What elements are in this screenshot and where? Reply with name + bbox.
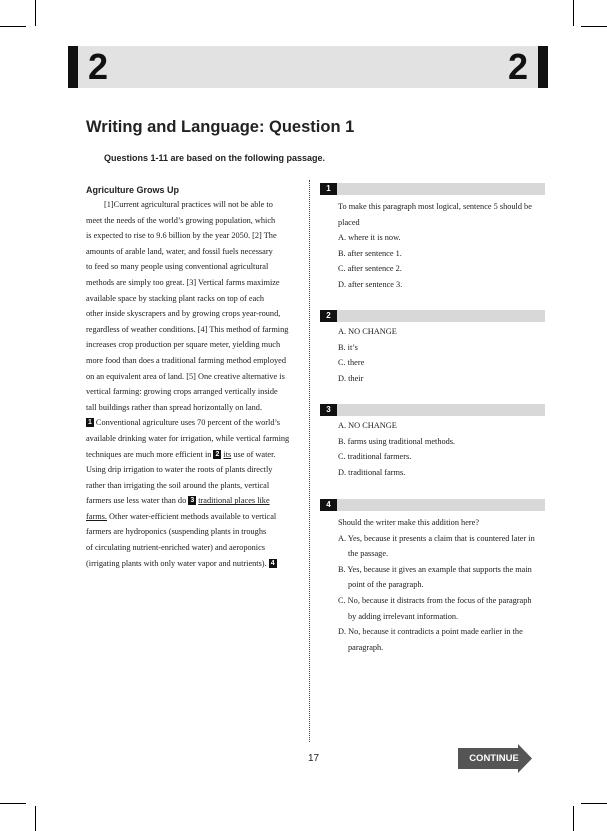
answer-option-line: by adding irrelevant information.: [348, 611, 459, 621]
answer-option[interactable]: [338, 531, 545, 562]
passage-line: is expected to rise to 9.6 billion by the year 2050. [2] The: [86, 231, 277, 241]
answer-option[interactable]: B. after sentence 1.: [338, 248, 402, 258]
passage-line: regardless of weather conditions. [4] This method of farming: [86, 324, 289, 334]
question-1: [320, 183, 545, 293]
continue-label: CONTINUE: [469, 753, 519, 764]
passage-line: increases crop production per square meter, yielding much: [86, 340, 281, 350]
passage-line: farms. Other water-efficient methods available to vertical: [86, 511, 277, 521]
passage-line: vertical farming: growing crops arranged vertically inside: [86, 387, 278, 397]
section-header-band: [68, 46, 548, 88]
answer-option[interactable]: D. their: [338, 373, 364, 383]
question-stem: Should the writer make this addition here?: [338, 518, 480, 527]
question-marker-2[interactable]: 2: [215, 450, 220, 458]
answer-option[interactable]: C. after sentence 2.: [338, 264, 402, 274]
answer-option[interactable]: [338, 624, 545, 655]
passage-line: on an equivalent area of land. [5] One creative alternative is: [86, 371, 285, 381]
underlined-text-2: its: [223, 449, 232, 459]
column-divider: [309, 180, 310, 742]
answer-option[interactable]: [338, 562, 545, 593]
answer-option[interactable]: [338, 593, 545, 624]
answer-option-line: D. No, because it contradicts a point made earlier in the: [338, 627, 523, 637]
question-number: 3: [320, 404, 337, 416]
section-number-right: 2: [507, 46, 528, 87]
question-header-bar: [320, 499, 545, 511]
underlined-text-3-cont: farms.: [86, 511, 107, 521]
answer-option-line: the passage.: [348, 549, 389, 559]
page-number: 17: [308, 753, 320, 764]
question-body: [320, 324, 545, 386]
answer-option-line: B. Yes, because it gives an example that supports the main: [338, 564, 532, 574]
question-body: [320, 199, 545, 293]
passage: [86, 183, 301, 571]
underlined-text-3: traditional places like: [198, 496, 270, 506]
passage-intro: Questions 1-11 are based on the following passage.: [104, 153, 326, 163]
question-marker-1[interactable]: 1: [88, 419, 92, 427]
answer-option[interactable]: C. traditional farmers.: [338, 452, 412, 462]
question-4: [320, 499, 545, 655]
answer-option[interactable]: D. after sentence 3.: [338, 279, 403, 289]
answer-option-line: paragraph.: [348, 642, 384, 652]
passage-line: [1]Current agricultural practices will not be able to: [104, 200, 273, 209]
question-marker-4[interactable]: 4: [270, 559, 275, 567]
passage-line: tall buildings rather than spread horizontally on land.: [86, 402, 263, 412]
question-marker-3[interactable]: 3: [190, 497, 195, 505]
answer-option-line: point of the paragraph.: [348, 580, 424, 590]
passage-line: of circulating nutrient-enriched water) and aeroponics: [86, 543, 265, 553]
answer-option[interactable]: C. there: [338, 358, 365, 368]
passage-paragraph-2: [86, 415, 301, 571]
passage-line: (irrigating plants with only water vapor and nutrients). 4: [86, 558, 275, 568]
question-body: [320, 418, 545, 480]
section-number-left: 2: [88, 46, 109, 87]
answer-option-line: A. Yes, because it presents a claim that is countered later in: [338, 533, 535, 543]
question-body: [320, 515, 545, 655]
continue-button[interactable]: [458, 744, 532, 773]
question-header-bar: [320, 404, 545, 416]
answer-option-line: C. No, because it distracts from the focus of the paragraph: [338, 595, 532, 605]
answer-option[interactable]: A. NO CHANGE: [338, 421, 397, 430]
passage-line: other inside skyscrapers and by growing crops year-round,: [86, 309, 281, 319]
passage-line: meet the needs of the world’s growing population, which: [86, 215, 276, 225]
question-number: 4: [320, 499, 337, 511]
answer-option[interactable]: B. farms using traditional methods.: [338, 436, 456, 446]
passage-line: more food than does a traditional farming method employed: [86, 355, 286, 365]
passage-line: techniques are much more efficient in 2 its use of water.: [86, 449, 276, 459]
passage-title: Agriculture Grows Up: [86, 185, 180, 195]
question-stem: placed: [338, 217, 360, 227]
question-2: [320, 310, 545, 386]
page-title: Writing and Language: Question 1: [86, 118, 355, 136]
passage-line: rather than irrigating the soil around the plants, vertical: [86, 480, 270, 490]
passage-line: available space by stacking plant racks on top of each: [86, 293, 265, 303]
passage-line: to feed so many people using conventional agricultural: [86, 262, 269, 272]
passage-line: available drinking water for irrigation, while vertical farming: [86, 433, 290, 443]
question-header-bar: [320, 310, 545, 322]
answer-option[interactable]: B. it’s: [338, 342, 358, 352]
passage-line: 1 Conventional agriculture uses 70 percent of the world’s: [88, 418, 281, 428]
question-number: 2: [320, 310, 337, 322]
passage-line: Using drip irrigation to water the roots of plants directly: [86, 465, 273, 475]
passage-line: amounts of arable land, water, and fossil fuels necessary: [86, 246, 273, 256]
passage-line: farmers use less water than do 3 traditional places like: [86, 496, 270, 506]
passage-line: methods are simply too great. [3] Vertical farms maximize: [86, 277, 280, 287]
passage-line: farmers are hydroponics (suspending plants in troughs: [86, 527, 267, 537]
passage-paragraph-1: [86, 197, 301, 415]
question-3: [320, 404, 545, 480]
header-left-bar: [68, 46, 78, 88]
question-header-bar: [320, 183, 545, 195]
header-right-bar: [538, 46, 548, 88]
answer-option[interactable]: A. where it is now.: [338, 233, 401, 243]
question-stem: To make this paragraph most logical, sentence 5 should be: [338, 202, 532, 211]
answer-option[interactable]: A. NO CHANGE: [338, 327, 397, 336]
answer-option[interactable]: D. traditional farms.: [338, 467, 406, 477]
question-number: 1: [320, 183, 337, 195]
